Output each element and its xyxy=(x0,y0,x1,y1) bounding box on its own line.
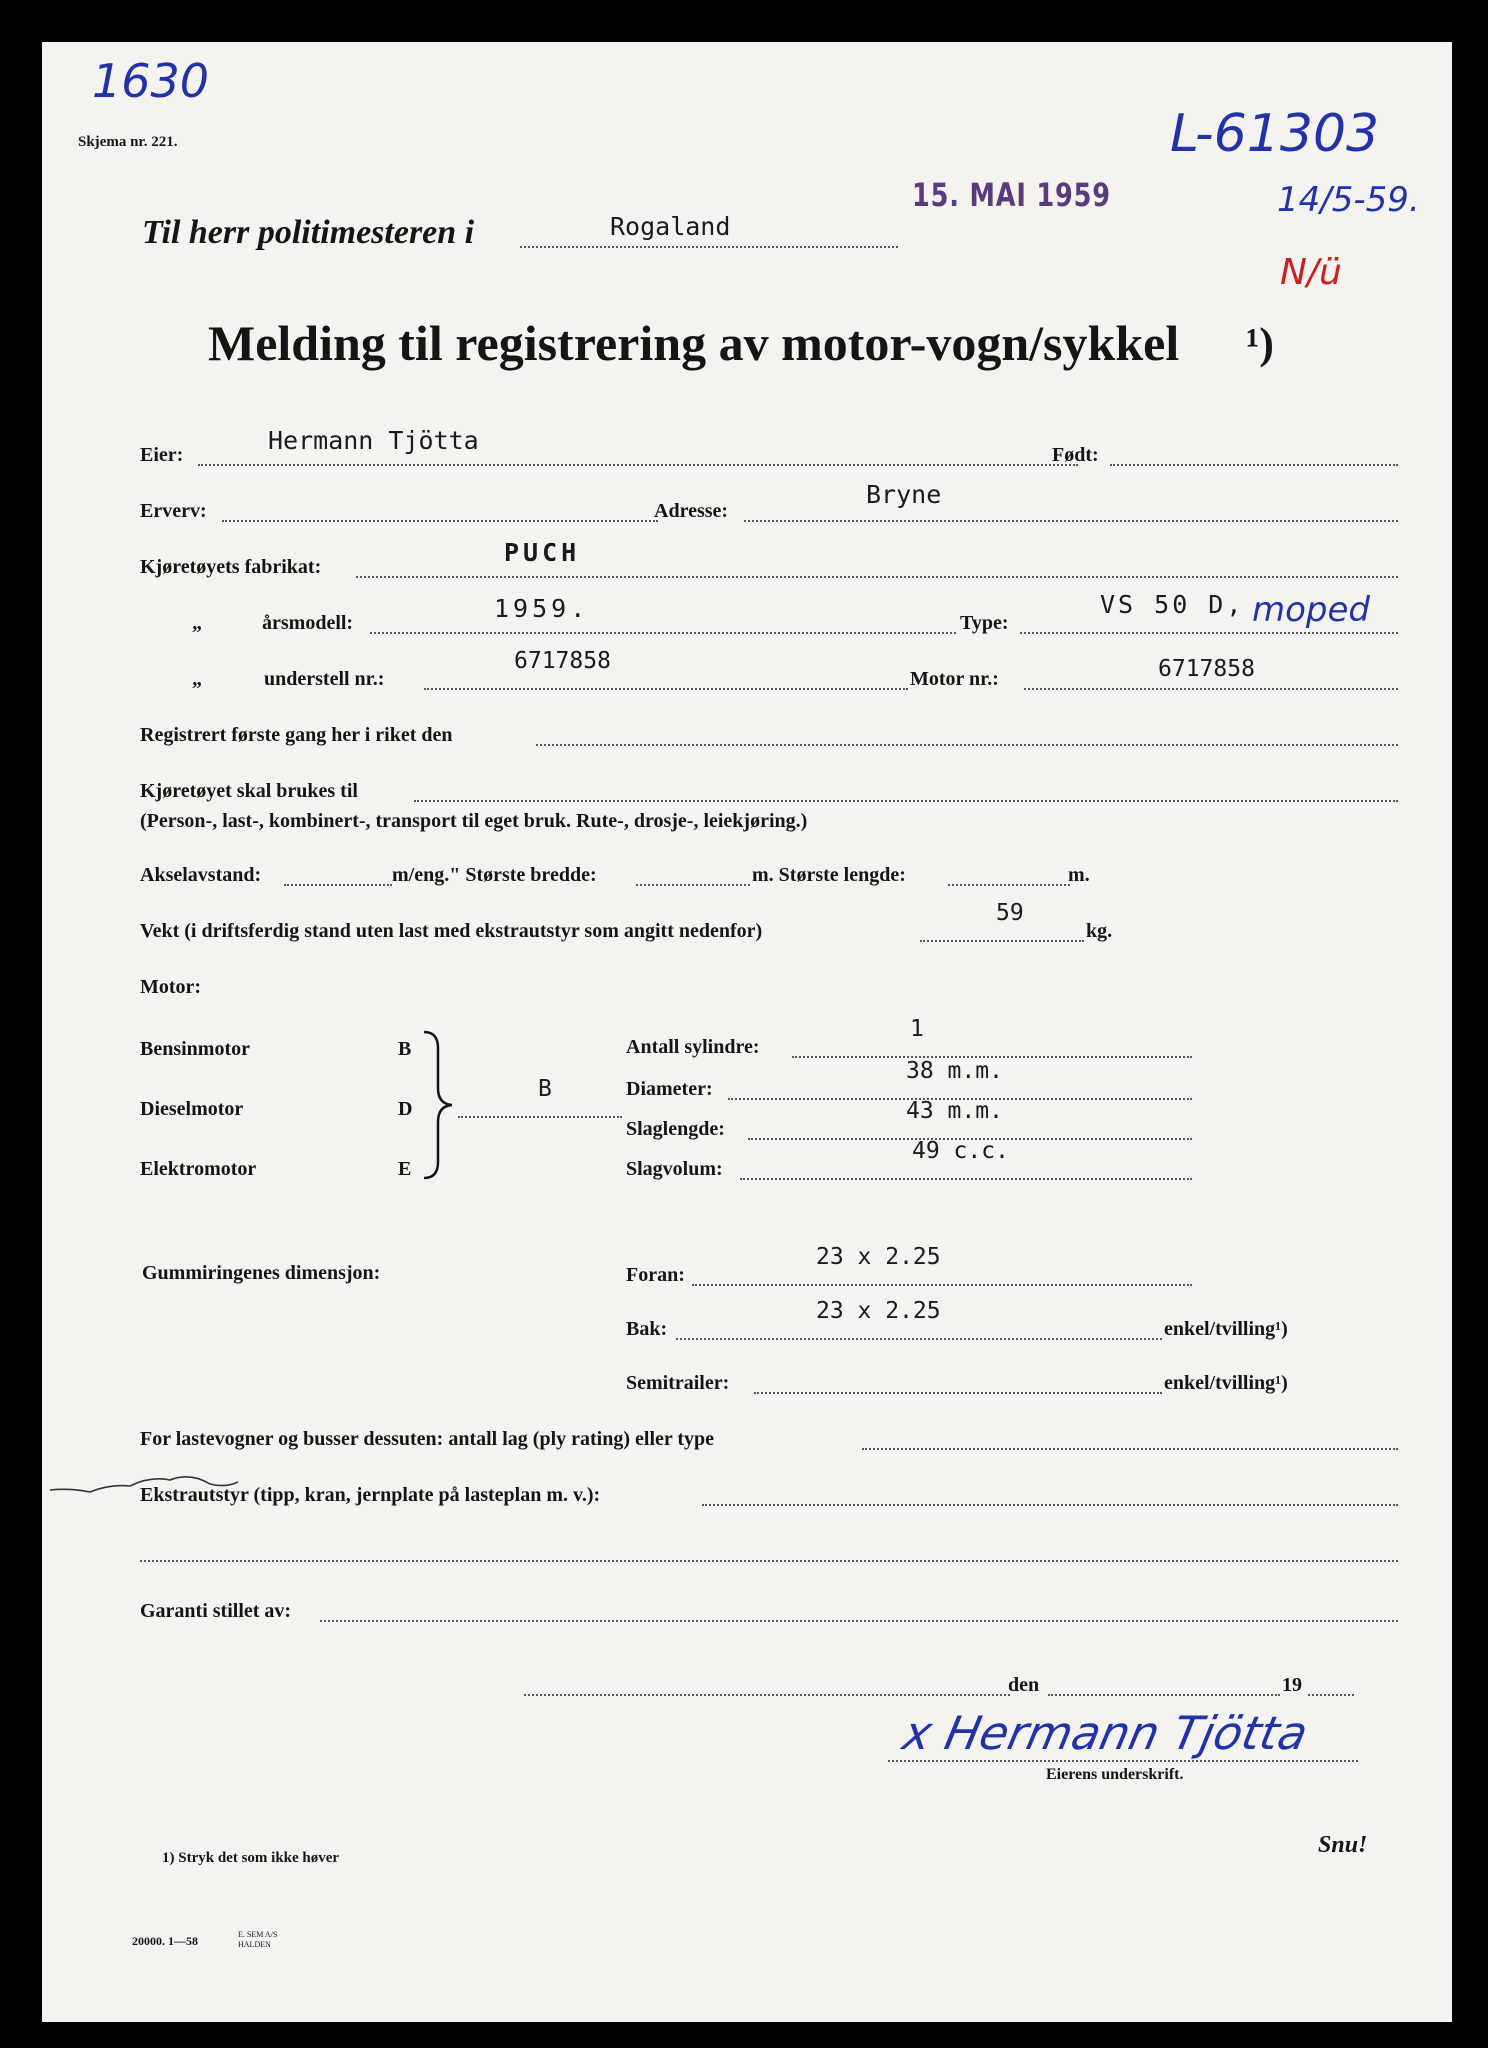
ditto-mark-1: „ xyxy=(192,612,202,634)
cylinders-label: Antall sylindre: xyxy=(626,1036,760,1058)
type-handwritten-note: moped xyxy=(1252,590,1371,630)
year-line xyxy=(1308,1694,1354,1696)
axle-unit-width-label: m/eng." Største bredde: xyxy=(392,864,597,886)
motor-section-label: Motor: xyxy=(140,976,202,998)
weight-line xyxy=(920,940,1084,942)
equipment-line xyxy=(702,1504,1398,1506)
rear-tyre-option: enkel/tvilling¹) xyxy=(1164,1318,1288,1340)
front-tyre-label: Foran: xyxy=(626,1264,685,1286)
handwritten-initials: N/ü xyxy=(1280,252,1342,293)
weight-label: Vekt (i driftsferdig stand uten last med ekstrautstyr som angitt nedenfor) xyxy=(140,920,763,942)
diesel-engine-label: Dieselmotor xyxy=(140,1098,244,1120)
model-year-line xyxy=(370,632,956,634)
bore-label: Diameter: xyxy=(626,1078,713,1100)
year-prefix: 19 xyxy=(1282,1674,1302,1696)
owner-line xyxy=(198,464,1078,466)
front-tyre-line xyxy=(692,1284,1192,1286)
first-registered-line xyxy=(536,744,1398,746)
addressee-line xyxy=(520,246,898,248)
addressee-label: Til herr politimesteren i xyxy=(142,214,475,251)
tyre-dimension-label: Gummiringenes dimensjon: xyxy=(142,1262,381,1284)
date-line xyxy=(1048,1694,1280,1696)
weight-unit: kg. xyxy=(1086,920,1113,942)
title-footnote-mark: ¹) xyxy=(1246,319,1274,368)
printer-name: E. SEM A/S HALDEN xyxy=(238,1930,278,1949)
chassis-number-value: 6717858 xyxy=(514,648,611,674)
length-label: m. Største lengde: xyxy=(752,864,906,886)
front-tyre-value: 23 x 2.25 xyxy=(816,1244,941,1270)
address-label: Adresse: xyxy=(654,500,729,522)
ply-rating-line xyxy=(862,1448,1398,1450)
rear-tyre-label: Bak: xyxy=(626,1318,668,1340)
motor-type-line xyxy=(458,1116,622,1118)
equipment-line-2 xyxy=(140,1560,1398,1562)
type-label: Type: xyxy=(960,612,1009,634)
form-number: Skjema nr. 221. xyxy=(78,134,178,150)
displacement-value: 49 c.c. xyxy=(912,1138,1009,1164)
stroke-label: Slaglengde: xyxy=(626,1118,725,1140)
occupation-label: Erverv: xyxy=(140,500,207,522)
make-label: Kjøretøyets fabrikat: xyxy=(140,556,322,578)
rear-tyre-value: 23 x 2.25 xyxy=(816,1298,941,1324)
place-line xyxy=(524,1694,1010,1696)
type-line xyxy=(1020,632,1398,634)
engine-number-label: Motor nr.: xyxy=(910,668,999,690)
length-unit: m. xyxy=(1068,864,1090,886)
length-line xyxy=(948,884,1070,886)
bore-value: 38 m.m. xyxy=(906,1058,1003,1084)
displacement-line xyxy=(740,1178,1192,1180)
type-value: VS 50 D, xyxy=(1100,590,1245,619)
owner-label: Eier: xyxy=(140,444,184,466)
ditto-mark-2: „ xyxy=(192,668,202,690)
occupation-line xyxy=(222,520,658,522)
chassis-number-label: understell nr.: xyxy=(264,668,385,690)
model-year-label: årsmodell: xyxy=(262,612,354,634)
handwritten-date: 14/5-59. xyxy=(1277,180,1420,220)
motor-type-value: B xyxy=(538,1076,552,1102)
guarantee-line xyxy=(320,1620,1398,1622)
rear-tyre-line xyxy=(676,1338,1162,1340)
page-title: Melding til registrering av motor-vogn/sykkel xyxy=(208,315,1180,371)
addressee-value: Rogaland xyxy=(610,212,731,241)
received-date-stamp: 15. MAI 1959 xyxy=(912,176,1111,214)
semitrailer-label: Semitrailer: xyxy=(626,1372,730,1394)
diesel-engine-code: D xyxy=(398,1098,413,1120)
chassis-number-line xyxy=(424,688,908,690)
guarantee-label: Garanti stillet av: xyxy=(140,1600,292,1622)
print-run: 20000. 1—58 xyxy=(132,1934,198,1948)
usage-label: Kjøretøyet skal brukes til xyxy=(140,780,358,802)
semitrailer-line xyxy=(754,1392,1162,1394)
make-line xyxy=(356,576,1398,578)
signature-caption: Eierens underskrift. xyxy=(1046,1766,1184,1783)
model-year-value: 1959. xyxy=(494,594,590,623)
born-label: Født: xyxy=(1052,444,1099,466)
axle-distance-label: Akselavstand: xyxy=(140,864,262,886)
weight-value: 59 xyxy=(996,900,1024,926)
engine-number-value: 6717858 xyxy=(1158,656,1255,682)
petrol-engine-code: B xyxy=(398,1038,412,1060)
form-sheet xyxy=(42,42,1452,2022)
displacement-label: Slagvolum: xyxy=(626,1158,723,1180)
equipment-label: Ekstrautstyr (tipp, kran, jernplate på lasteplan m. v.): xyxy=(140,1484,601,1506)
owner-signature: x Hermann Tjötta xyxy=(898,1706,1313,1760)
electric-engine-code: E xyxy=(398,1158,412,1180)
owner-value: Hermann Tjötta xyxy=(268,426,479,455)
signature-line xyxy=(888,1760,1358,1762)
width-line xyxy=(636,884,750,886)
first-registered-label: Registrert første gang her i riket den xyxy=(140,724,453,746)
engine-number-line xyxy=(1024,688,1398,690)
petrol-engine-label: Bensinmotor xyxy=(140,1038,250,1060)
make-value: PUCH xyxy=(504,538,581,567)
motor-type-brace xyxy=(420,1030,460,1180)
handwritten-case-number: 1630 xyxy=(92,54,210,108)
electric-engine-label: Elektromotor xyxy=(140,1158,257,1180)
cylinders-value: 1 xyxy=(910,1016,924,1042)
usage-line xyxy=(414,800,1398,802)
born-line xyxy=(1110,464,1398,466)
address-value: Bryne xyxy=(866,480,942,509)
address-line xyxy=(744,520,1398,522)
turn-over-note: Snu! xyxy=(1318,1832,1368,1858)
handwritten-registration-number: L-61303 xyxy=(1170,104,1380,164)
stroke-value: 43 m.m. xyxy=(906,1098,1003,1124)
usage-hint: (Person-, last-, kombinert-, transport til eget bruk. Rute-, drosje-, leiekjøring.) xyxy=(140,810,808,832)
semitrailer-option: enkel/tvilling¹) xyxy=(1164,1372,1288,1394)
ply-rating-label: For lastevogner og busser dessuten: antall lag (ply rating) eller type xyxy=(140,1428,715,1450)
axle-distance-line xyxy=(284,884,392,886)
date-label: den xyxy=(1008,1674,1040,1696)
footnote: 1) Stryk det som ikke høver xyxy=(162,1850,340,1866)
